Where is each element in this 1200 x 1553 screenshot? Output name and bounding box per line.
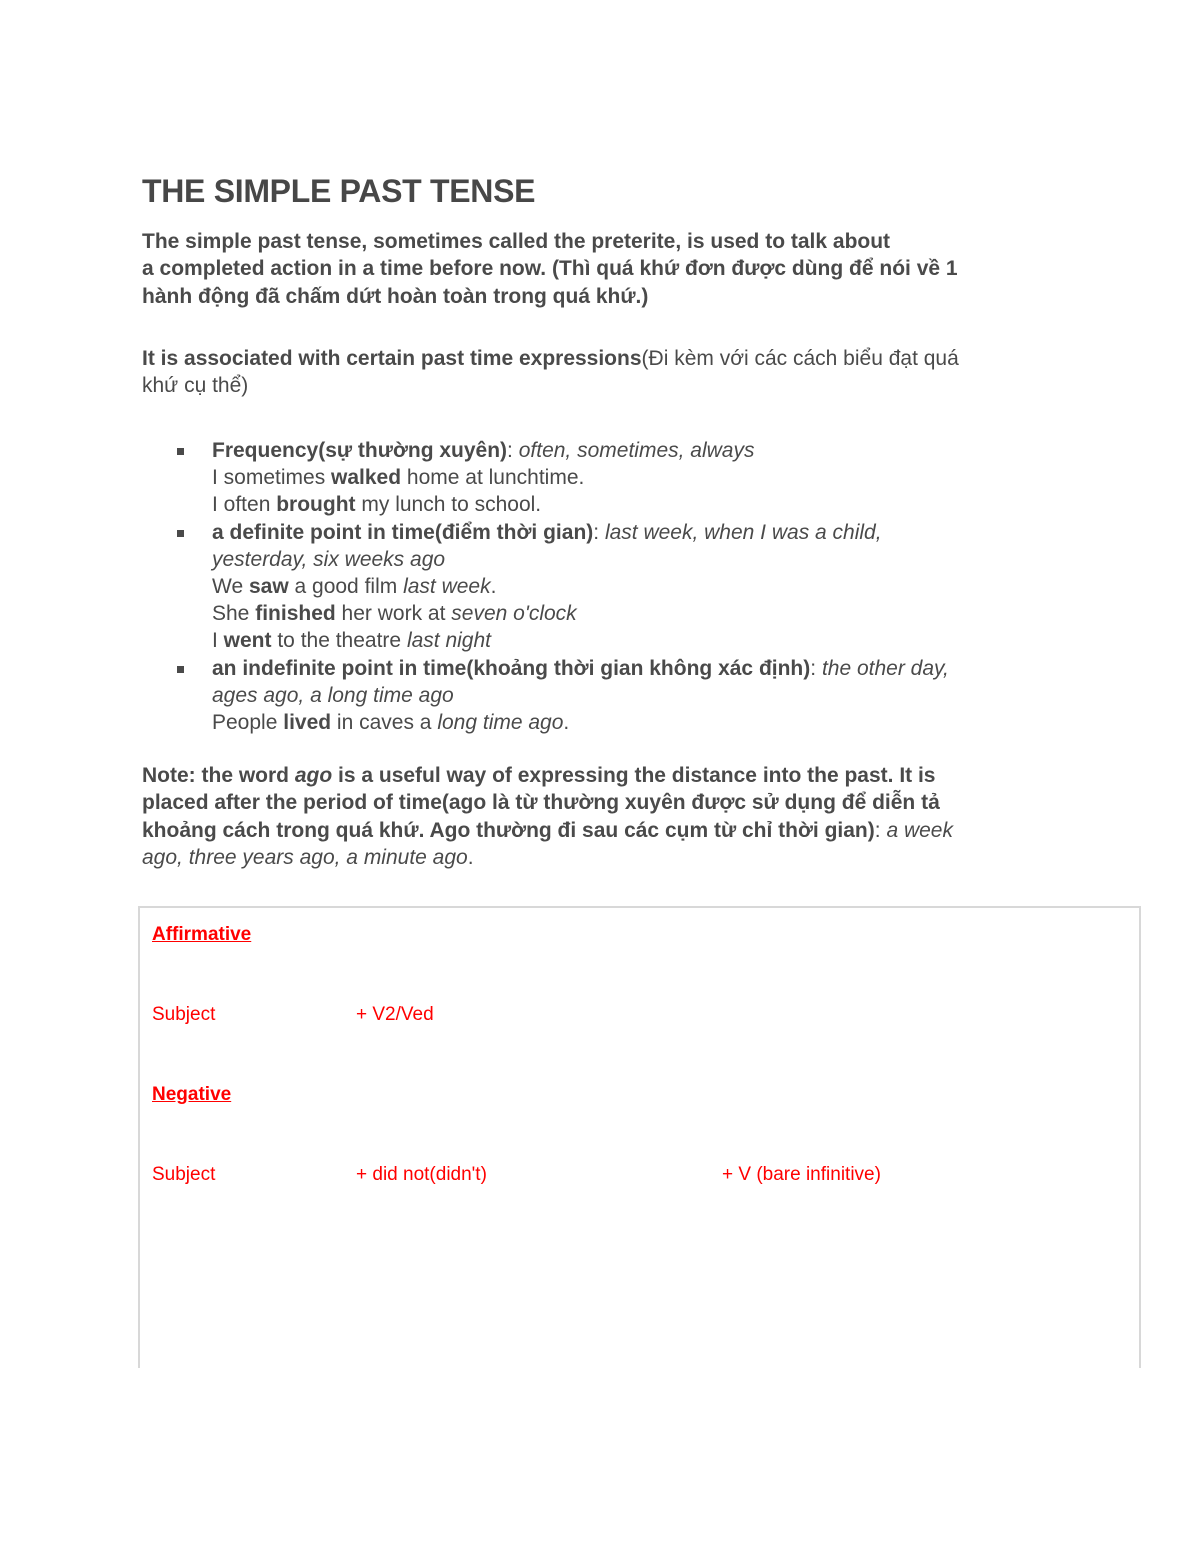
- item-heading-line: [212, 437, 1072, 464]
- negative-verb: + V (bare infinitive): [722, 1164, 881, 1185]
- item-heading: an indefinite point in time(khoảng thời gian không xác định): [212, 656, 811, 680]
- note-end: .: [467, 845, 474, 869]
- item-sep: :: [593, 520, 605, 544]
- affirmative-verb: + V2/Ved: [356, 1004, 434, 1025]
- example-text: I sometimes: [212, 466, 332, 490]
- note-sep: :: [874, 818, 887, 842]
- example-line: [212, 573, 1072, 600]
- list-item-frequency: [142, 437, 1072, 519]
- example-verb: went: [223, 629, 272, 653]
- associated-rest-2: khứ cụ thể): [142, 374, 249, 398]
- associated-bold: It is associated with certain past time expressions: [142, 347, 642, 370]
- example-line: [212, 709, 1072, 736]
- example-line: [212, 600, 1072, 627]
- associated-paragraph: [142, 345, 1072, 400]
- example-end: .: [563, 711, 570, 735]
- intro-line-2: a completed action in a time before now. (Thì quá khứ đơn được dùng để nói về 1: [142, 257, 958, 281]
- item-heading-line: [212, 519, 1072, 546]
- square-bullet-icon: [177, 666, 184, 673]
- item-sep: :: [810, 656, 822, 680]
- affirmative-heading: Affirmative: [152, 924, 252, 945]
- example-text: in caves a: [331, 711, 438, 735]
- affirmative-subject: Subject: [152, 1004, 216, 1025]
- item-expressions: last week, when I was a child,: [604, 520, 882, 544]
- intro-paragraph: [142, 228, 1072, 310]
- example-text: She: [212, 602, 256, 626]
- negative-heading: Negative: [152, 1084, 232, 1105]
- example-time: last night: [406, 629, 492, 653]
- example-text: a good film: [288, 575, 404, 599]
- example-text: I: [212, 629, 224, 653]
- note-example-2: ago, three years ago, a minute ago: [142, 845, 468, 869]
- square-bullet-icon: [177, 530, 184, 537]
- example-text: I often: [212, 493, 277, 517]
- example-text: to the theatre: [271, 629, 407, 653]
- example-text: home at lunchtime.: [401, 466, 585, 490]
- example-verb: brought: [276, 493, 356, 517]
- example-line: [212, 491, 1072, 518]
- item-expressions-2: ages ago, a long time ago: [212, 683, 454, 707]
- time-expression-list: [142, 437, 1072, 736]
- item-expressions-2: yesterday, six weeks ago: [212, 547, 446, 571]
- item-expressions: often, sometimes, always: [518, 439, 755, 462]
- example-time: last week: [403, 575, 491, 599]
- item-heading-line: [212, 655, 1072, 682]
- intro-line-1: The simple past tense, sometimes called the preterite, is used to talk about: [142, 230, 891, 253]
- example-text: my lunch to school.: [355, 493, 542, 517]
- negative-auxiliary: + did not(didn't): [356, 1164, 487, 1185]
- list-item-indefinite: [142, 655, 1072, 737]
- example-verb: walked: [331, 466, 402, 490]
- list-item-definite: [142, 519, 1072, 655]
- example-end: .: [490, 575, 497, 599]
- note-text: Note: the word: [142, 764, 295, 787]
- formula-box: [138, 906, 1141, 1368]
- note-example-1: a week: [886, 818, 953, 842]
- item-heading: a definite point in time(điểm thời gian): [212, 520, 594, 544]
- example-text: We: [212, 575, 249, 599]
- associated-rest-1: (Đi kèm với các cách biểu đạt quá: [641, 347, 959, 370]
- example-verb: finished: [255, 602, 336, 626]
- item-expressions: the other day,: [821, 656, 949, 680]
- note-paragraph: [142, 762, 1072, 871]
- note-text: is a useful way of expressing the distance into the past. It is: [332, 764, 936, 787]
- page-title: THE SIMPLE PAST TENSE: [142, 173, 536, 209]
- example-time: long time ago: [437, 711, 564, 735]
- example-text: her work at: [335, 602, 452, 626]
- example-text: People: [212, 711, 284, 735]
- note-line-2: placed after the period of time(ago là từ thường xuyên được sử dụng để diễn tả: [142, 791, 940, 815]
- note-line-1: [142, 764, 936, 787]
- example-line: [212, 627, 1072, 654]
- example-time: seven o'clock: [451, 602, 577, 626]
- example-verb: lived: [283, 711, 332, 735]
- example-line: [212, 464, 1072, 491]
- negative-subject: Subject: [152, 1164, 216, 1185]
- note-line-3: khoảng cách trong quá khứ. Ago thường đi sau các cụm từ chỉ thời gian): [142, 818, 875, 842]
- square-bullet-icon: [177, 448, 184, 455]
- intro-line-3: hành động đã chấm dứt hoàn toàn trong quá khứ.): [142, 284, 649, 308]
- item-heading: Frequency(sự thường xuyên): [212, 439, 508, 462]
- example-verb: saw: [248, 575, 289, 599]
- note-ago: ago: [294, 764, 333, 787]
- item-sep: :: [507, 439, 519, 462]
